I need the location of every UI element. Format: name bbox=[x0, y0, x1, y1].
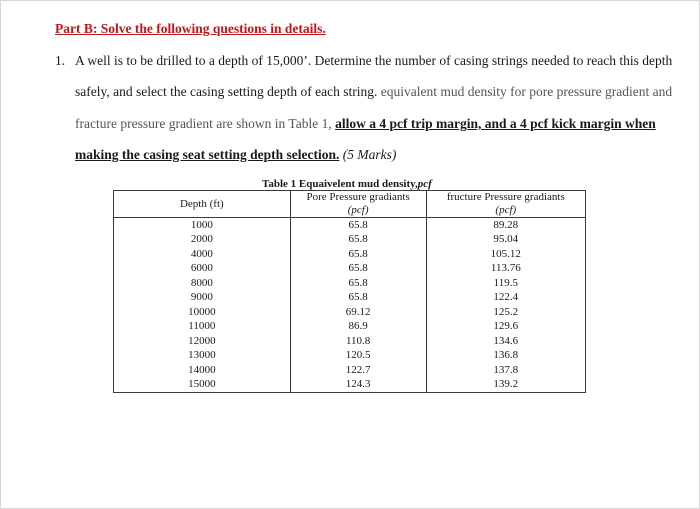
cell-pore-pressure: 122.7 bbox=[290, 363, 426, 378]
cell-fracture-pressure: 95.04 bbox=[426, 233, 585, 248]
question-line-3 bbox=[75, 116, 656, 132]
mud-density-table bbox=[113, 190, 586, 393]
table-row bbox=[114, 262, 586, 277]
cell-depth: 14000 bbox=[114, 363, 291, 378]
table-caption bbox=[262, 178, 432, 190]
cell-pore-pressure: 124.3 bbox=[290, 378, 426, 393]
cell-fracture-pressure: 113.76 bbox=[426, 262, 585, 277]
table-row bbox=[114, 218, 586, 233]
table-row bbox=[114, 349, 586, 364]
cell-depth: 10000 bbox=[114, 305, 291, 320]
cell-pore-pressure: 120.5 bbox=[290, 349, 426, 364]
cell-pore-pressure: 65.8 bbox=[290, 262, 426, 277]
cell-fracture-pressure: 137.8 bbox=[426, 363, 585, 378]
cell-fracture-pressure: 119.5 bbox=[426, 276, 585, 291]
cell-pore-pressure: 86.9 bbox=[290, 320, 426, 335]
cell-depth: 8000 bbox=[114, 276, 291, 291]
question-text: safely, and select the casing setting depth of each string. bbox=[75, 84, 381, 99]
question-line-4 bbox=[75, 147, 396, 163]
header-depth: Depth (ft) bbox=[114, 191, 291, 218]
cell-depth: 9000 bbox=[114, 291, 291, 306]
table-row bbox=[114, 363, 586, 378]
question-emphasis: allow a 4 pcf trip margin, and a 4 pcf kick margin when bbox=[335, 116, 656, 131]
header-pore-pressure bbox=[290, 191, 426, 218]
cell-fracture-pressure: 139.2 bbox=[426, 378, 585, 393]
cell-pore-pressure: 65.8 bbox=[290, 276, 426, 291]
cell-fracture-pressure: 122.4 bbox=[426, 291, 585, 306]
cell-pore-pressure: 65.8 bbox=[290, 218, 426, 233]
table-caption-unit: pcf bbox=[417, 178, 432, 190]
cell-depth: 15000 bbox=[114, 378, 291, 393]
question-line-1 bbox=[75, 53, 672, 69]
table-caption-text: Table 1 Equaivelent mud density, bbox=[262, 178, 418, 190]
table-row bbox=[114, 320, 586, 335]
question-number: 1. bbox=[55, 53, 66, 68]
table-row bbox=[114, 276, 586, 291]
cell-pore-pressure: 65.8 bbox=[290, 247, 426, 262]
cell-depth: 2000 bbox=[114, 233, 291, 248]
header-pore-label: Pore Pressure gradiants bbox=[306, 191, 410, 203]
cell-fracture-pressure: 136.8 bbox=[426, 349, 585, 364]
cell-fracture-pressure: 125.2 bbox=[426, 305, 585, 320]
marks-label: (5 Marks) bbox=[339, 147, 397, 162]
cell-depth: 4000 bbox=[114, 247, 291, 262]
cell-pore-pressure: 69.12 bbox=[290, 305, 426, 320]
cell-fracture-pressure: 105.12 bbox=[426, 247, 585, 262]
cell-depth: 13000 bbox=[114, 349, 291, 364]
question-emphasis: making the casing seat setting depth selection. bbox=[75, 147, 340, 162]
header-fracture-pressure bbox=[426, 191, 585, 218]
table-body bbox=[114, 218, 586, 393]
cell-depth: 6000 bbox=[114, 262, 291, 277]
section-heading: Part B: Solve the following questions in details. bbox=[55, 21, 326, 36]
cell-pore-pressure: 65.8 bbox=[290, 233, 426, 248]
question-text-muted: fracture pressure gradient are shown in Table 1, bbox=[75, 116, 336, 131]
cell-pore-pressure: 110.8 bbox=[290, 334, 426, 349]
question-text: A well is to be drilled to a depth of 15,000’. Determine the number of casing strings needed to reach this depth bbox=[75, 53, 673, 68]
cell-fracture-pressure: 134.6 bbox=[426, 334, 585, 349]
table-header-row bbox=[114, 191, 586, 218]
table-row bbox=[114, 291, 586, 306]
cell-depth: 11000 bbox=[114, 320, 291, 335]
cell-depth: 12000 bbox=[114, 334, 291, 349]
cell-pore-pressure: 65.8 bbox=[290, 291, 426, 306]
table-row bbox=[114, 334, 586, 349]
question-text-muted: equivalent mud density for pore pressure gradient and bbox=[380, 84, 673, 99]
table-row bbox=[114, 378, 586, 393]
question-line-2 bbox=[75, 84, 672, 100]
table-row bbox=[114, 305, 586, 320]
cell-fracture-pressure: 89.28 bbox=[426, 218, 585, 233]
header-fracture-label: fructure Pressure gradiants bbox=[446, 191, 565, 203]
cell-depth: 1000 bbox=[114, 218, 291, 233]
cell-fracture-pressure: 129.6 bbox=[426, 320, 585, 335]
header-pore-unit: (pcf) bbox=[347, 204, 369, 216]
header-fracture-unit: (pcf) bbox=[495, 204, 517, 216]
table-row bbox=[114, 233, 586, 248]
table-row bbox=[114, 247, 586, 262]
